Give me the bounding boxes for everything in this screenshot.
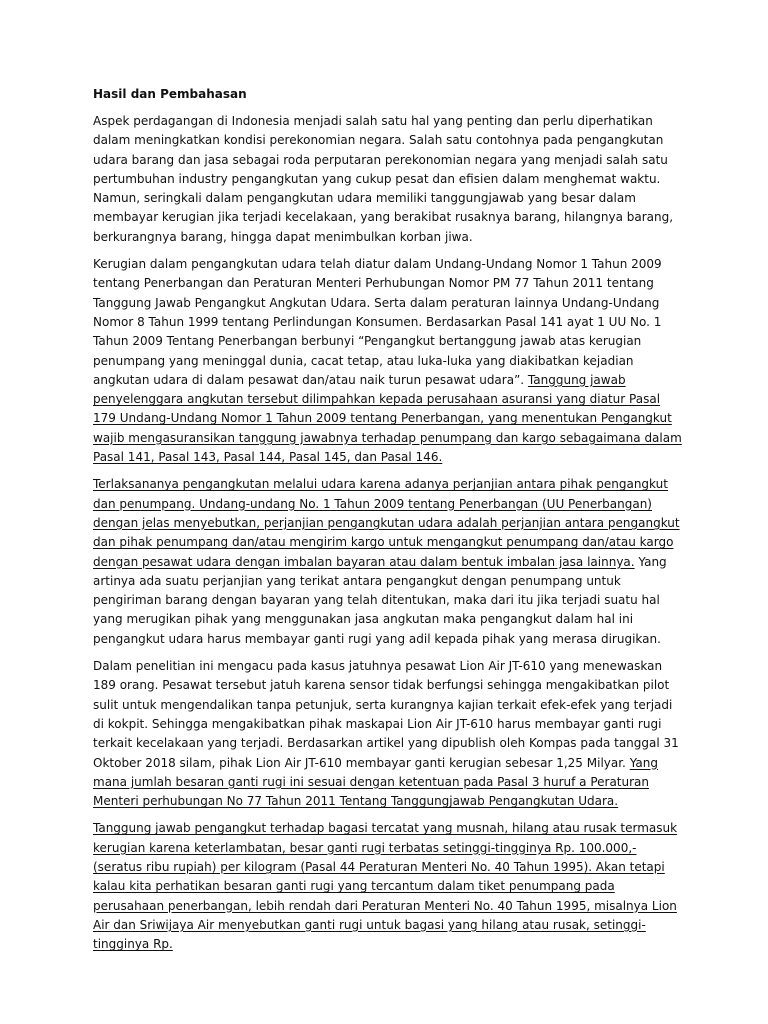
paragraph: [93, 112, 682, 247]
underlined-text-run: Terlaksananya pengangkutan melalui udara karena adanya perjanjian antara pihak pengangkut dan penumpang. Undang-undang No. 1 Tahun 2009 tentang Penerbangan (UU Penerbangan) dengan jelas menyebutkan, perjanjian pengangkutan udara adalah perjanjian antara pengangkut dan pihak penumpang dan/atau mengirim kargo untuk mengangkut penumpang dan/atau kargo dengan pesawat udara dengan imbalan bayaran atau dalam bentuk imbalan jasa lainnya.: [93, 477, 680, 569]
section-heading: Hasil dan Pembahasan: [93, 87, 247, 101]
text-run: Yang artinya ada suatu perjanjian yang terikat antara pengangkut dengan penumpang untuk pengiriman barang dengan bayaran yang telah ditentukan, maka dari itu jika terjadi suatu hal yang merugikan pihak yang menggunakan jasa angkutan maka pengangkut dalam hal ini pengangkut udara harus membayar ganti rugi yang adil kepada pihak yang merasa dirugikan.: [93, 554, 667, 646]
paragraph: [93, 255, 682, 467]
paragraph: [93, 475, 682, 649]
underlined-text-run: Yang mana jumlah besaran ganti rugi ini sesuai dengan ketentuan pada Pasal 3 huruf a Peraturan Menteri perhubungan No 77 Tahun 2011 Tentang Tanggungjawab Pengangkutan Udara.: [93, 755, 658, 809]
text-run: Aspek perdagangan di Indonesia menjadi salah satu hal yang penting dan perlu diperhatikan dalam meningkatkan kondisi perekonomian negara. Salah satu contohnya pada pengangkutan udara barang dan jasa sebagai roda perputaran perekonomian negara yang menjadi salah satu pertumbuhan industry pengangkutan yang cukup pesat dan efisien dalam menghemat waktu. Namun, seringkali dalam pengangkutan udara memiliki tanggungjawab yang besar dalam membayar kerugian jika terjadi kecelakaan, yang berakibat rusaknya barang, hilangnya barang, berkurangnya barang, hingga dapat menimbulkan korban jiwa.: [93, 114, 674, 244]
underlined-text-run: Tanggung jawab pengangkut terhadap bagasi tercatat yang musnah, hilang atau rusak termasuk kerugian karena keterlambatan, besar ganti rugi terbatas setinggi-tingginya Rp. 100.000,- (seratus ribu rupiah) per kilogram (Pasal 44 Peraturan Menteri No. 40 Tahun 1995). Akan tetapi kalau kita perhatikan besaran ganti rugi yang tercantum dalam tiket penumpang pada perusahaan penerbangan, lebih rendah dari Peraturan Menteri No. 40 Tahun 1995, misalnya Lion Air dan Sriwijaya Air menyebutkan ganti rugi untuk bagasi yang hilang atau rusak, setinggi-tingginya Rp.: [93, 821, 678, 952]
paragraph: [93, 819, 682, 954]
document-body: [93, 112, 682, 954]
text-run: Kerugian dalam pengangkutan udara telah diatur dalam Undang-Undang Nomor 1 Tahun 2009 tentang Penerbangan dan Peraturan Menteri Perhubungan Nomor PM 77 Tahun 2011 tentang Tanggung Jawab Pengangkut Angkutan Udara. Serta dalam peraturan lainnya Undang-Undang Nomor 8 Tahun 1999 tentang Perlindungan Konsumen. Berdasarkan Pasal 141 ayat 1 UU No. 1 Tahun 2009 Tentang Penerbangan berbunyi “Pengangkut bertanggung jawab atas kerugian penumpang yang meninggal dunia, cacat tetap, atau luka-luka yang diakibatkan kejadian angkutan udara di dalam pesawat dan/atau naik turun pesawat udara”.: [93, 257, 662, 387]
paragraph: [93, 657, 682, 811]
text-run: Dalam penelitian ini mengacu pada kasus jatuhnya pesawat Lion Air JT-610 yang menewaskan 189 orang. Pesawat tersebut jatuh karena sensor tidak berfungsi sehingga mengakibatkan pilot sulit untuk mengendalikan tanpa petunjuk, serta kurangnya kajian terkait efek-efek yang terjadi di kokpit. Sehingga mengakibatkan pihak maskapai Lion Air JT-610 harus membayar ganti rugi terkait kecelakaan yang terjadi. Berdasarkan artikel yang dipublish oleh Kompas pada tanggal 31 Oktober 2018 silam, pihak Lion Air JT-610 membayar ganti kerugian sebesar 1,25 Milyar.: [93, 659, 679, 770]
underlined-text-run: Tanggung jawab penyelenggara angkutan tersebut dilimpahkan kepada perusahaan asuransi yang diatur Pasal 179 Undang-Undang Nomor 1 Tahun 2009 tentang Penerbangan, yang menentukan Pengangkut wajib mengasuransikan tanggung jawabnya terhadap penumpang dan kargo sebagaimana dalam Pasal 141, Pasal 143, Pasal 144, Pasal 145, dan Pasal 146.: [93, 372, 682, 465]
